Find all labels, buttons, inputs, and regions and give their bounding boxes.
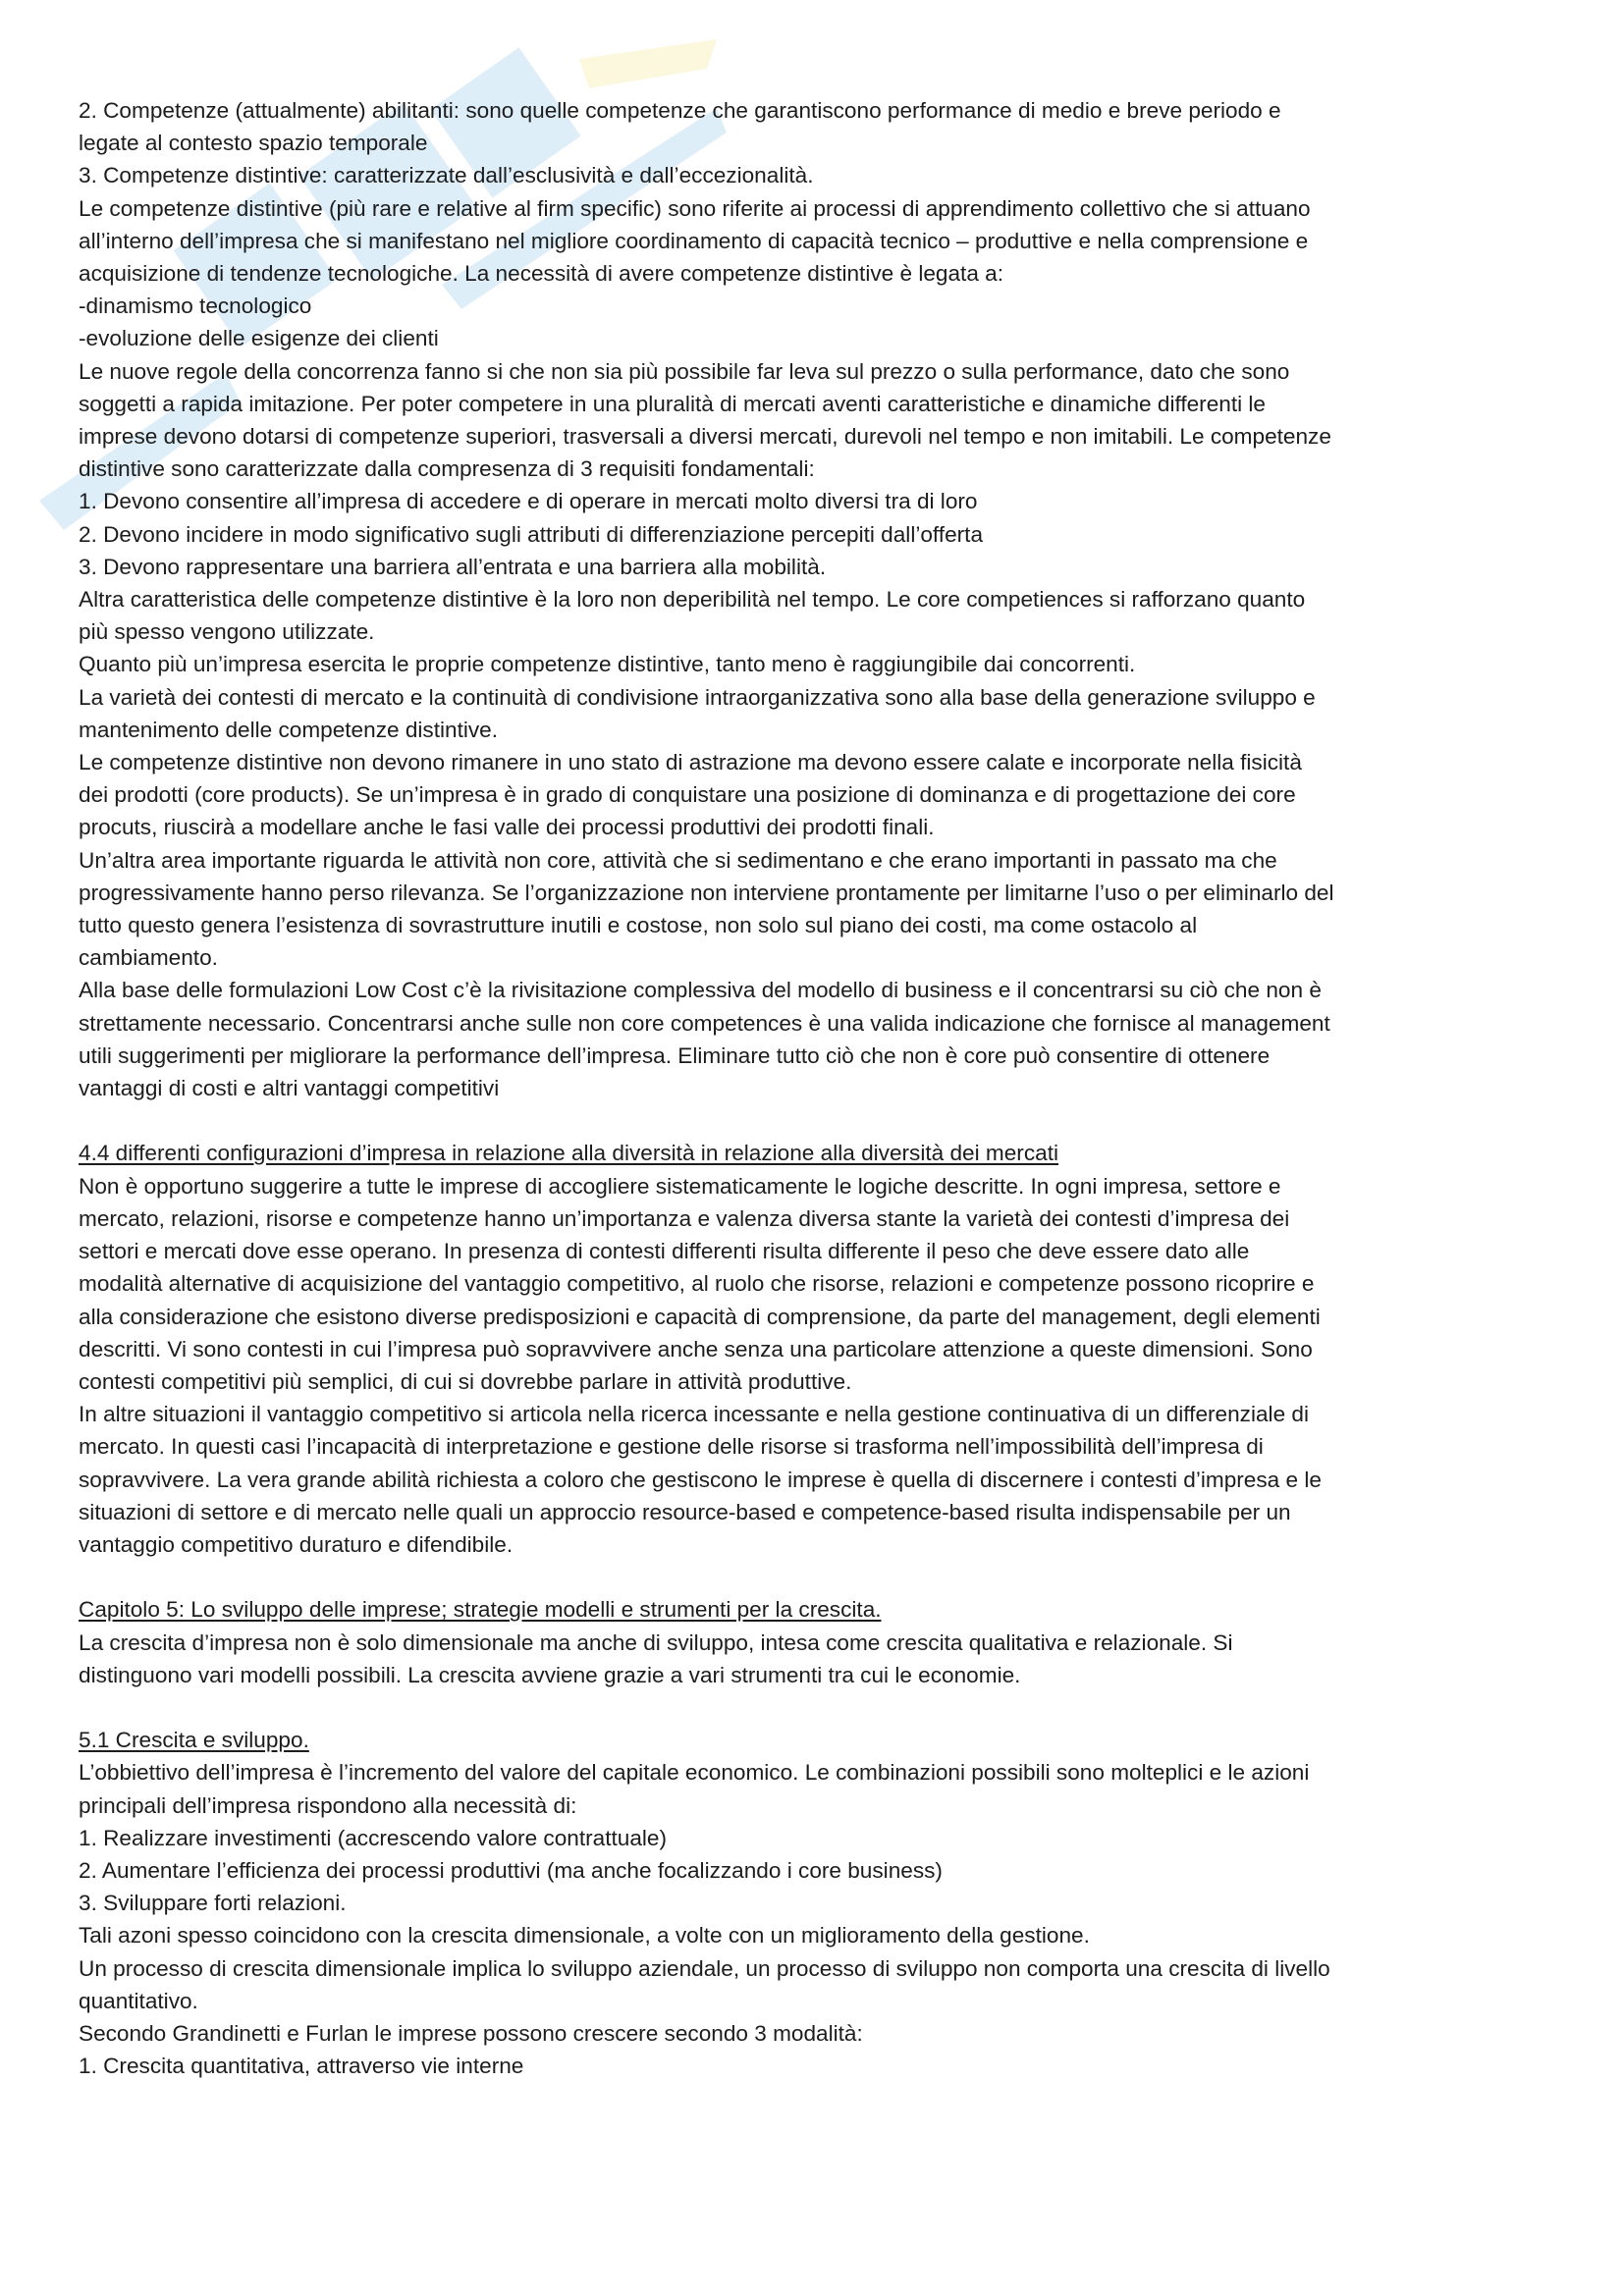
paragraph: Secondo Grandinetti e Furlan le imprese possono crescere secondo 3 modalità: <box>79 2020 863 2046</box>
list-item: 2. Aumentare l’efficienza dei processi produttivi (ma anche focalizzando i core business) <box>79 1857 943 1883</box>
section-heading-5-1: 5.1 Crescita e sviluppo. <box>79 1728 309 1753</box>
paragraph: In altre situazioni il vantaggio competitivo si articola nella ricerca incessante e nella gestione continuativa di un differenziale di mercato. In questi casi l’incapacità di interpretazione e gestione delle risorse si trasforma nell’impossibilità dell’impresa di sopravvivere. La vera grande abilità richiesta a coloro che gestiscono le imprese è quella di discernere i contesti d’impresa e le situazioni di settore e di mercato nelle quali un approccio resource-based e competence-based risulta indispensabile per un vantaggio competitivo duraturo e difendibile. <box>79 1402 1322 1557</box>
paragraph: Le nuove regole della concorrenza fanno si che non sia più possibile far leva sul prezzo o sulla performance, dato che sono soggetti a rapida imitazione. Per poter competere in una pluralità di mercati aventi caratteristiche e dinamiche differenti le imprese devono dotarsi di competenze superiori, trasversali a diversi mercati, durevoli nel tempo e non imitabili. Le competenze distintive sono caratterizzate dalla compresenza di 3 requisiti fondamentali: <box>79 358 1331 482</box>
spacer <box>79 1104 1337 1137</box>
paragraph: Non è opportuno suggerire a tutte le imprese di accogliere sistematicamente le logiche descritte. In ogni impresa, settore e mercato, relazioni, risorse e competenze hanno un’importanza e valenza diversa stante la varietà dei contesti d’impresa dei settori e mercati dove esse operano. In presenza di contesti differenti risulta differente il peso che deve essere dato alle modalità alternative di acquisizione del vantaggio competitivo, al ruolo che risorse, relazioni e competenze possono ricoprire e alla considerazione che esistono diverse predisposizioni e capacità di comprensione, da parte del management, degli elementi descritti. Vi sono contesti in cui l’impresa può sopravvivere anche senza una particolare attenzione a queste dimensioni. Sono contesti competitivi più semplici, di cui si dovrebbe parlare in attività produttive. <box>79 1173 1321 1394</box>
paragraph: L’obbiettivo dell’impresa è l’incremento del valore del capitale economico. Le combinazioni possibili sono molteplici e le azioni principali dell’impresa rispondono alla necessità di: <box>79 1760 1310 1818</box>
paragraph: La crescita d’impresa non è solo dimensionale ma anche di sviluppo, intesa come crescita qualitativa e relazionale. Si distinguono vari modelli possibili. La crescita avviene grazie a vari strumenti tra cui le economie. <box>79 1629 1233 1687</box>
paragraph: Le competenze distintive non devono rimanere in uno stato di astrazione ma devono essere calate e incorporate nella fisicità dei prodotti (core products). Se un’impresa è in grado di conquistare una posizione di dominanza e di progettazione dei core procuts, riuscirà a modellare anche le fasi valle dei processi produttivi dei prodotti finali. <box>79 750 1302 840</box>
paragraph: Altra caratteristica delle competenze distintive è la loro non deperibilità nel tempo. Le core competiences si rafforzano quanto più spesso vengono utilizzate. <box>79 587 1306 645</box>
chapter-heading-5: Capitolo 5: Lo sviluppo delle imprese; strategie modelli e strumenti per la crescita. <box>79 1597 882 1623</box>
document-body <box>79 94 1337 2082</box>
spacer <box>79 1691 1337 1724</box>
paragraph: Tali azoni spesso coincidono con la crescita dimensionale, a volte con un miglioramento della gestione. <box>79 1923 1090 1949</box>
list-item: -evoluzione delle esigenze dei clienti <box>79 326 439 351</box>
paragraph: Alla base delle formulazioni Low Cost c’è la rivisitazione complessiva del modello di business e il concentrarsi su ciò che non è strettamente necessario. Concentrarsi anche sulle non core competences è una valida indicazione che fornisce al management utili suggerimenti per migliorare la performance dell’impresa. Eliminare tutto ciò che non è core può consentire di ottenere vantaggi di costi e altri vantaggi competitivi <box>79 978 1330 1101</box>
list-item: 3. Sviluppare forti relazioni. <box>79 1891 347 1916</box>
list-item: 1. Devono consentire all’impresa di accedere e di operare in mercati molto diversi tra di loro <box>79 489 978 514</box>
paragraph: 3. Competenze distintive: caratterizzate dall’esclusività e dall’eccezionalità. <box>79 163 814 188</box>
list-item: 2. Devono incidere in modo significativo sugli attributi di differenziazione percepiti dall’offerta <box>79 521 984 547</box>
spacer <box>79 1561 1337 1593</box>
list-item: -dinamismo tecnologico <box>79 294 312 319</box>
paragraph: Le competenze distintive (più rare e relative al firm specific) sono riferite ai processi di apprendimento collettivo che si attuano all’interno dell’impresa che si manifestano nel migliore coordinamento di capacità tecnico – produttive e nella comprensione e acquisizione di tendenze tecnologiche. La necessità di avere competenze distintive è legata a: <box>79 195 1311 287</box>
list-item: 1. Crescita quantitativa, attraverso vie interne <box>79 2054 524 2079</box>
list-item: 1. Realizzare investimenti (accrescendo valore contrattuale) <box>79 1825 668 1850</box>
paragraph: Un’altra area importante riguarda le attività non core, attività che si sedimentano e che erano importanti in passato ma che progressivamente hanno perso rilevanza. Se l’organizzazione non interviene prontamente per limitarne l’uso o per eliminarlo del tutto questo genera l’esistenza di sovrastrutture inutili e costose, non solo sul piano dei costi, ma come ostacolo al cambiamento. <box>79 847 1334 971</box>
list-item: 3. Devono rappresentare una barriera all’entrata e una barriera alla mobilità. <box>79 554 827 579</box>
paragraph: Un processo di crescita dimensionale implica lo sviluppo aziendale, un processo di sviluppo non comporta una crescita di livello quantitativo. <box>79 1955 1330 2013</box>
paragraph: Quanto più un’impresa esercita le proprie competenze distintive, tanto meno è raggiungibile dai concorrenti. <box>79 652 1136 677</box>
paragraph: La varietà dei contesti di mercato e la continuità di condivisione intraorganizzativa sono alla base della generazione sviluppo e mantenimento delle competenze distintive. <box>79 684 1316 742</box>
section-heading-4-4: 4.4 differenti configurazioni d’impresa in relazione alla diversità in relazione alla diversità dei mercati <box>79 1141 1058 1166</box>
paragraph: 2. Competenze (attualmente) abilitanti: sono quelle competenze che garantiscono performance di medio e breve periodo e legate al contesto spazio temporale <box>79 98 1281 156</box>
